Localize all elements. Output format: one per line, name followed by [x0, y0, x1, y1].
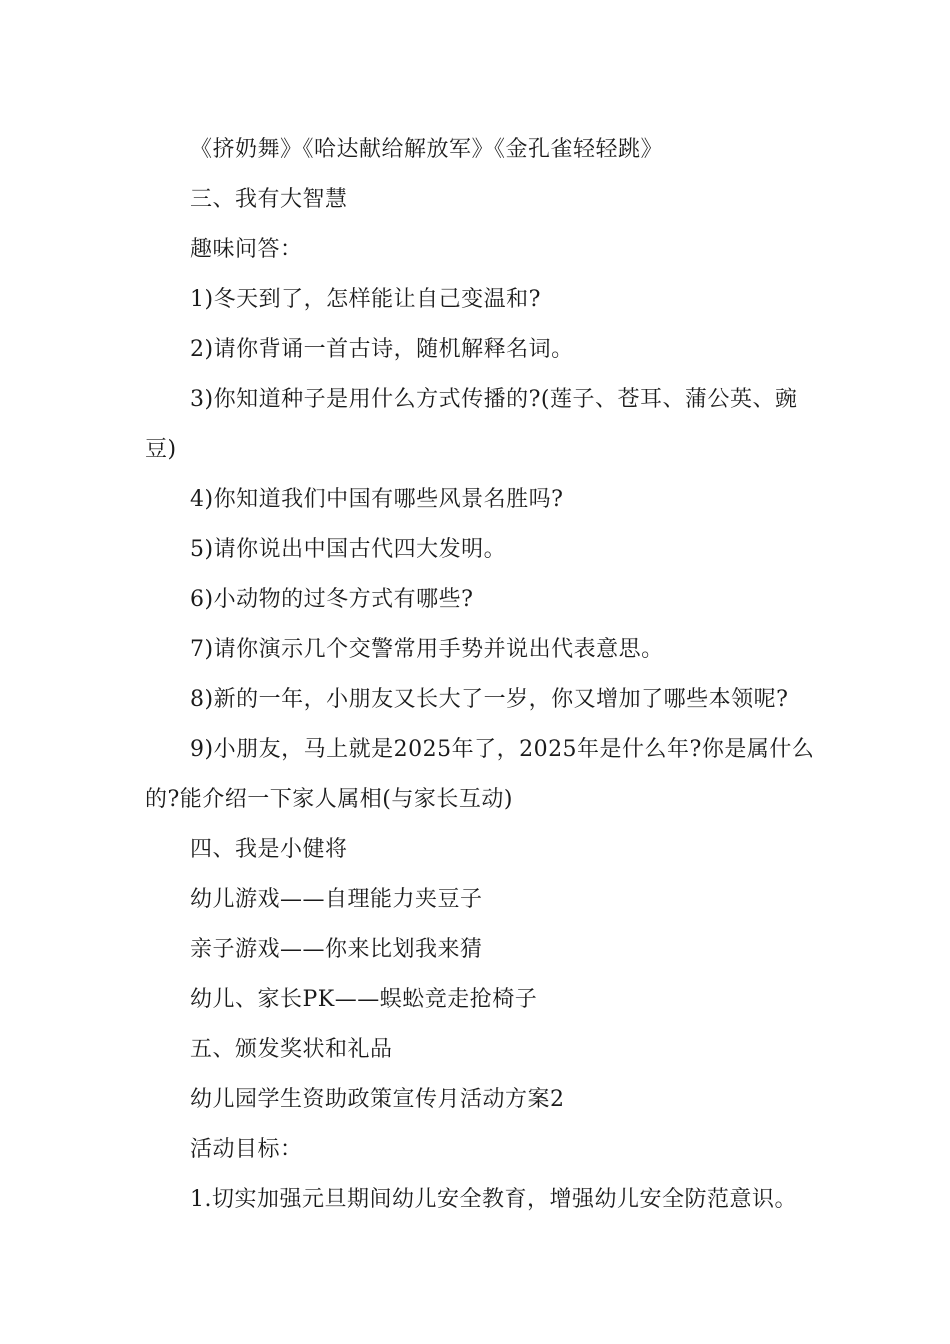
- quiz-item-6: 6)小动物的过冬方式有哪些?: [190, 587, 474, 612]
- objective-item-1: 1.切实加强元旦期间幼儿安全教育，增强幼儿安全防范意识。: [190, 1187, 797, 1212]
- quiz-item-7: 7)请你演示几个交警常用手势并说出代表意思。: [190, 637, 664, 662]
- quiz-item-4: 4)你知道我们中国有哪些风景名胜吗?: [190, 487, 564, 512]
- quiz-item-1: 1)冬天到了，怎样能让自己变温和?: [190, 287, 541, 312]
- quiz-item-3: 3)你知道种子是用什么方式传播的?(莲子、苍耳、蒲公英、豌: [190, 387, 798, 412]
- game-item-1: 幼儿游戏——自理能力夹豆子: [190, 887, 483, 912]
- quiz-item-3-continued: 豆): [145, 437, 177, 462]
- plan-title-2: 幼儿园学生资助政策宣传月活动方案2: [190, 1087, 565, 1112]
- quiz-item-9: 9)小朋友，马上就是2025年了，2025年是什么年?你是属什么: [190, 737, 815, 762]
- quiz-label: 趣味问答：: [190, 237, 303, 262]
- section-heading-5: 五、颁发奖状和礼品: [190, 1037, 393, 1062]
- objectives-label: 活动目标：: [190, 1137, 303, 1162]
- section-heading-4: 四、我是小健将: [190, 837, 348, 862]
- quiz-item-9-continued: 的?能介绍一下家人属相(与家长互动): [145, 787, 513, 812]
- section-heading-3: 三、我有大智慧: [190, 187, 348, 212]
- quiz-item-8: 8)新的一年，小朋友又长大了一岁，你又增加了哪些本领呢?: [190, 687, 789, 712]
- quiz-item-5: 5)请你说出中国古代四大发明。: [190, 537, 507, 562]
- quiz-item-2: 2)请你背诵一首古诗，随机解释名词。: [190, 337, 574, 362]
- game-item-2: 亲子游戏——你来比划我来猜: [190, 937, 483, 962]
- song-list-line: 《挤奶舞》《哈达献给解放军》《金孔雀轻轻跳》: [190, 137, 664, 162]
- game-item-3: 幼儿、家长PK——蜈蚣竞走抢椅子: [190, 987, 538, 1012]
